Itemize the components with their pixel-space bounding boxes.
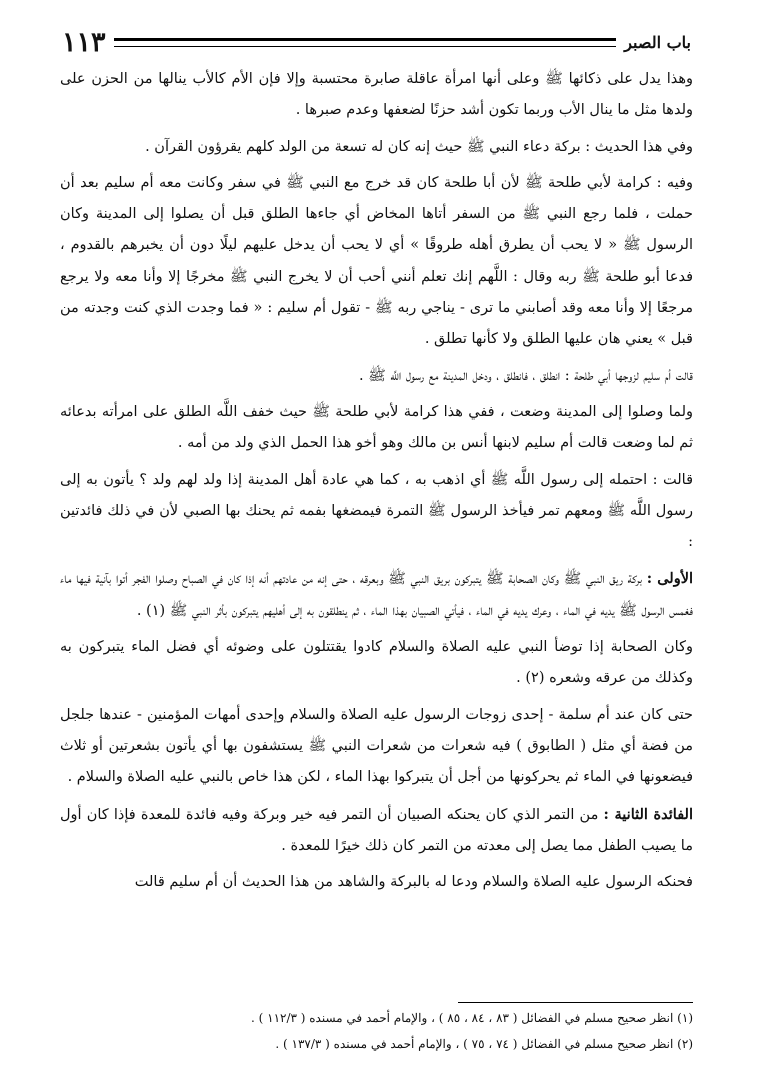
running-header xyxy=(62,24,691,60)
benefit-two-text: من التمر الذي كان يحنكه الصبيان أن التمر فيه خير وبركة وفيه فائدة للمعدة فإذا كان أول ما يصيب الطفل مما يصل إلى معدته من التمر كان ذلك خيرًا للمعدة . xyxy=(60,806,693,854)
footnotes xyxy=(60,1005,693,1057)
chapter-title: باب الصبر xyxy=(624,32,691,52)
paragraph: فحنكه الرسول عليه الصلاة والسلام ودعا له بالبركة والشاهد من هذا الحديث أن أم سليم قالت xyxy=(134,874,693,891)
benefit-two-label: الفائدة الثانية : xyxy=(603,805,693,823)
footnote: (٢) انظر صحيح مسلم في الفضائل ( ٧٤ ، ٧٥ ) ، والإمام أحمد في مسنده ( ١٣٧/٣ ) . xyxy=(275,1037,693,1051)
paragraph: وفيه : كرامة لأبي طلحة ﷺ لأن أبا طلحة كان قد خرج مع النبي ﷺ في سفر وكانت معه أم سليم بعد أن حملت ، فلما رجع النبي ﷺ من السفر أتاها المخاض أي جاءها الطلق قبل أن يصلوا إلى المدينة وكان الرسول ﷺ « لا يحب أن يطرق أهله طروقًا » أي لا يحب أن يدخل عليهم ليلًا دون أن يخبرهم بالقدوم ، فدعا أبو طلحة ﷺ ربه وقال : اللَّهم إنك تعلم أنني أحب أن لا يخرج النبي ﷺ مخرجًا إلا وأنا معه ولا يرجع مرجعًا إلا وأنا معه وقد أصابني ما ترى - يناجي ربه ﷺ - تقول أم سليم : « فما وجدت الذي كنت وجدته من قبل » يعني هان عليها الطلق ولا كأنها تطلق . xyxy=(60,174,693,348)
benefit-one-text: بركة ريق النبي ﷺ وكان الصحابة ﷺ يتبركون بريق النبي ﷺ وبعرقه ، حتى إنه من عادتهم أنه إذا كان في الصباح وصلوا الفجر أتوا بآنية فيها ماء فغمس الرسول ﷺ يديه في الماء ، وعرك يديه في الماء ، فيأتي الصبيان بهذا الماء ، ثم ينطلقون به إلى أهليهم يتبركون بأثر النبي ﷺ (١) . xyxy=(60,571,693,619)
benefit-one-paragraph xyxy=(60,563,693,627)
benefit-two-paragraph xyxy=(60,799,693,863)
benefit-one-label: الأولى : xyxy=(646,570,694,588)
paragraph: قالت أم سليم لزوجها أبي طلحة : انطلق ، فانطلق ، ودخل المدينة مع رسول اللَّه ﷺ . xyxy=(359,367,693,384)
page-number: ١١٣ xyxy=(62,26,106,58)
footnote: (١) انظر صحيح مسلم في الفضائل ( ٨٣ ، ٨٤ ، ٨٥ ) ، والإمام أحمد في مسنده ( ١١٢/٣ ) . xyxy=(251,1011,693,1025)
paragraph: ولما وصلوا إلى المدينة وضعت ، ففي هذا كرامة لأبي طلحة ﷺ حيث خفف اللَّه الطلق على امرأته بدعائه ثم لما وضعت قالت أم سليم لابنها أنس بن مالك وهو أخو هذا الحمل الذي ولد من أمه . xyxy=(60,403,693,452)
paragraph: قالت : احتمله إلى رسول اللَّه ﷺ أي اذهب به ، كما هي عادة أهل المدينة إذا ولد لهم ولد ؟ يأتون به إلى رسول اللَّه ﷺ ومعهم تمر فيأخذ الرسول ﷺ التمرة فيمضغها بفمه ثم يحنك بها الصبي لأن في ذلك فائدتين : xyxy=(60,471,693,551)
paragraph: حتى كان عند أم سلمة - إحدى زوجات الرسول عليه الصلاة والسلام وإحدى أمهات المؤمنين - عندها جلجل من فضة أي مثل ( الطابوق ) فيه شعرات من شعرات النبي ﷺ يستشفون بها أي يأتون بشعرتين أو ثلاث فيضعونها في الماء ثم يحركونها من أجل أن يتبركوا بهذا الماء ، لكن هذا خاص بالنبي عليه الصلاة والسلام . xyxy=(60,706,693,786)
main-text xyxy=(60,64,693,903)
paragraph: وهذا يدل على ذكائها ﷺ وعلى أنها امرأة عاقلة صابرة محتسبة وإلا فإن الأم كالأب ينالها من الحزن على ولدها مثل ما ينال الأب وربما تكون أشد حزنًا لضعفها وعدم صبرها . xyxy=(60,71,693,119)
paragraph: وكان الصحابة إذا توضأ النبي عليه الصلاة والسلام كادوا يقتتلون على وضوئه أي فضل الماء يتبركون به وكذلك من عرقه وشعره (٢) . xyxy=(60,639,693,687)
header-rule xyxy=(114,38,617,47)
paragraph: وفي هذا الحديث : بركة دعاء النبي ﷺ حيث إنه كان له تسعة من الولد كلهم يقرؤون القرآن . xyxy=(145,138,693,155)
footnote-separator xyxy=(458,1002,693,1003)
